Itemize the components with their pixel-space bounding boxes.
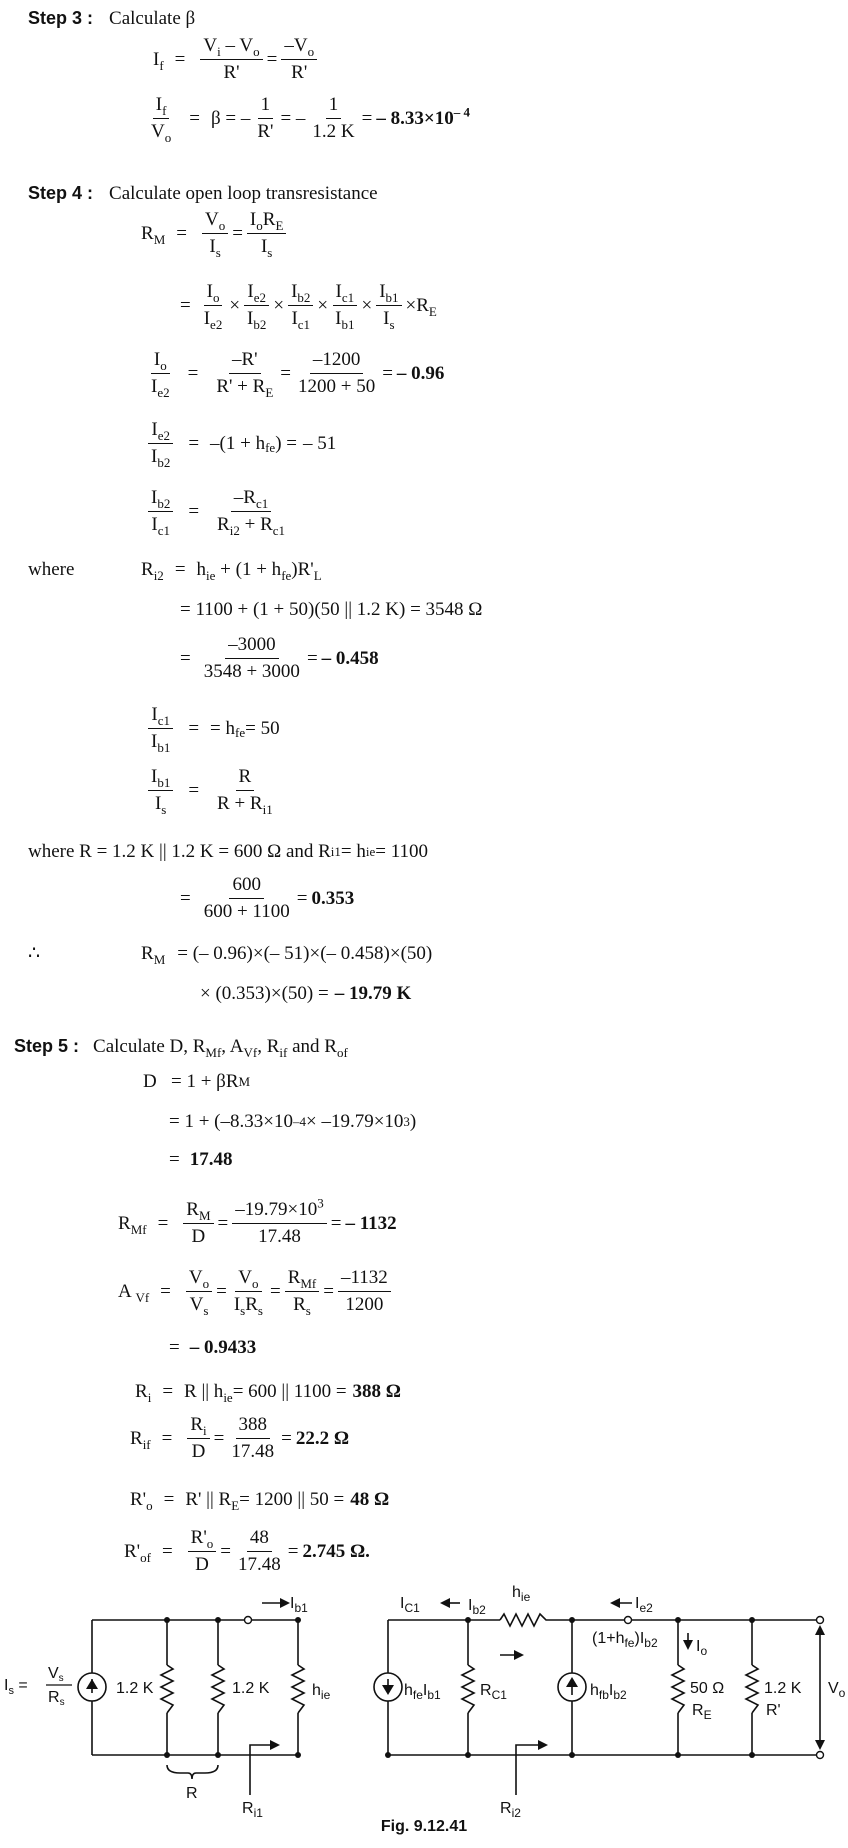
label-hfe-ib2: $(1+h_{fe})I_{b2}$ [592,1630,658,1650]
eq-ie2-ib2: $\frac{I_{e2}}{I_{b2}}$ = –(1 + h fe ) = – 51 [144,420,336,467]
step3-heading: Step 3 : Calculate β [28,8,196,29]
label-ic1: $I_{C1}$ [400,1595,420,1615]
label-r-brace: R [186,1785,198,1802]
label-vs: Vs [48,1665,64,1684]
eq-io-ie2: $\frac{I_o}{I_{e2}}$ = $\frac{-R'}{R' + R_E}$ = $\frac{-1200}{1200 + 50}$ = – 0.96 [151,349,445,400]
label-r2: 1.2 K [232,1680,270,1697]
step5-heading: Step 5 : Calculate D, $R_{Mf}$, $A_{Vf}$, $R_{if}$ and $R_{of}$ [14,1036,348,1060]
label-ie2: $I_{e2}$ [635,1595,653,1615]
label-r1: 1.2 K [116,1680,154,1697]
eq-ib1-is: $\frac{I_{b1}}{I_s}$ = $\frac{R}{R + R_{i1}}$ [144,767,280,814]
label-hfeib1: $h_{fe}I_{b1}$ [404,1682,441,1702]
circuit-diagram [0,1555,848,1820]
label-hie2: $h_{ie}$ [512,1584,531,1604]
eq-d-val: = 17.48 [169,1149,233,1170]
eq-where-r: where R = 1.2 K || 1.2 K = 600 Ω and R i1 = h ie = 1100 [28,841,429,862]
label-vo: $V_o$ [828,1680,846,1700]
eq-avf: A $_{Vf}$ = $\frac{V_o}{V_s}$ = $\frac{V_o}{I_sR_s}$ = $\frac{R_{Mf}}{R_s}$ = $\frac{-1132}{1200}$ [118,1268,395,1315]
eq-rm-def: $R_M$ = $\frac{V_o}{I_s}$ = $\frac{I_oR_E}{I_s}$ [141,210,290,257]
eq-rm-val2: × (0.353)×(50) = – 19.79 K [200,983,412,1004]
label-rc1: $R_{C1}$ [480,1682,507,1702]
eq-rm-val1: ∴ $R_M$ = (– 0.96)×(– 51)×(– 0.458)×(50) [28,943,433,967]
eq-ib2-ic1-val: = $\frac{-3000}{3548 + 3000}$ = – 0.458 [180,634,379,682]
eq-ri2-def: where $R_{i2}$ = $h_{ie} + (1 + h_{fe})R'_L$ [28,559,322,583]
label-rp: R' [766,1702,781,1719]
label-is: $I_s$ = [4,1677,28,1697]
label-ib2: $I_{b2}$ [468,1597,486,1617]
eq-beta: $\frac{I_f}{V_o}$ = β = – $\frac{1}{R'}$ = – $\frac{1}{1.2 K}$ = – $8.33\times 10^{- 4}$ [151,94,470,145]
eq-ro: $R'_o$ = R' || $R_E$ = 1200 || 50 = 48 Ω [130,1489,390,1513]
eq-ri2-val: = 1100 + (1 + 50)(50 || 1.2 K) = 3548 Ω [180,599,483,620]
eq-rif: $R_{if}$ = $\frac{R_i}{D}$ = $\frac{388}{17.48}$ = 22.2 Ω [130,1414,350,1462]
label-ri2: $R_{i2}$ [500,1800,521,1820]
eq-if: $I_f$ = $\frac{V_i - V_o}{R'}$ = $\frac{-V_o}{R'}$ [153,36,321,83]
step4-heading: Step 4 : Calculate open loop transresistance [28,183,378,204]
label-rs: Rs [48,1689,65,1708]
eq-avf-val: = – 0.9433 [169,1337,257,1358]
eq-ib2-ic1: $\frac{I_{b2}}{I_{c1}}$ = $\frac{-R_{c1}}{R_{i2} + R_{c1}}$ [144,488,292,535]
label-r12k: 1.2 K [764,1680,802,1697]
eq-rof: $R'_{of}$ = $\frac{R'_o}{D}$ = $\frac{48}{17.48}$ = 2.745 Ω. [124,1527,370,1575]
eq-d-def: D = 1 + βR M [143,1071,251,1092]
label-r50: 50 Ω [690,1680,725,1697]
label-ib1: $I_{b1}$ [290,1595,308,1615]
eq-ib1-is-val: = $\frac{600}{600 + 1100}$ = 0.353 [180,874,355,922]
label-ri1: $R_{i1}$ [242,1800,263,1820]
eq-rm-chain: = $\frac{I_o}{I_{e2}}$ × $\frac{I_{e2}}{I_{b2}}$ × $\frac{I_{b2}}{I_{c1}}$ × $\frac{I_{c1}}{I_{b1}}$ × $\frac{I_{b1}}{I_s}$ $\times R_E$ [180,281,437,332]
eq-d-sub: = 1 + (–8.33×10 –4 × –19.79×10 3 ) [169,1111,417,1132]
label-re: $R_E$ [692,1702,712,1722]
label-io: $I_o$ [696,1638,708,1658]
eq-ri: $R_i$ = R || $h_{ie}$ = 600 || 1100 = 388 Ω [135,1381,402,1405]
eq-rmf: $R_{Mf}$ = $\frac{R_M}{D}$ = $\frac{-19.79\times 10^3}{17.48}$ = – 1132 [118,1195,397,1247]
figure-caption: Fig. 9.12.41 [380,1818,468,1835]
eq-ic1-ib1: $\frac{I_{c1}}{I_{b1}}$ = = h fe = 50 [144,705,280,752]
label-hie1: $h_{ie}$ [312,1682,331,1702]
label-hfbib2: $h_{fb}I_{b2}$ [590,1682,627,1702]
